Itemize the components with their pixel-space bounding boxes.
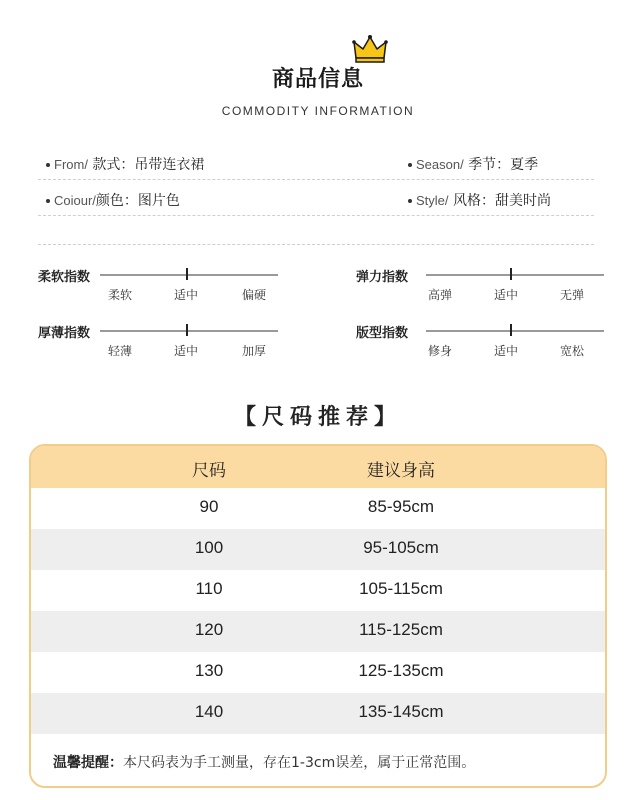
info-cn-label: 款式： — [92, 157, 135, 173]
size-heading: 【尺码推荐】 — [233, 405, 402, 430]
info-cn-label: 颜色： — [95, 193, 138, 209]
bullet-icon — [408, 199, 412, 203]
info-item-season — [408, 154, 538, 174]
size-cell: 100 — [194, 538, 224, 557]
size-table-header — [31, 446, 605, 488]
info-value: 夏季 — [510, 157, 539, 173]
info-value: 甜美时尚 — [494, 193, 551, 209]
index-label: 版型指数 — [356, 326, 409, 341]
size-cell: 140 — [194, 702, 224, 721]
info-en-label: Coiour/ — [54, 193, 96, 208]
size-cell: 90 — [199, 497, 219, 516]
height-cell: 95-105cm — [363, 538, 439, 557]
elasticity-index — [356, 266, 616, 310]
size-table — [29, 444, 607, 788]
index-marker — [510, 268, 512, 280]
info-row — [38, 150, 594, 180]
softness-index — [38, 266, 298, 310]
index-label: 柔软指数 — [38, 270, 91, 285]
size-note — [53, 752, 475, 772]
info-en-label: From/ — [54, 157, 88, 172]
index-tick-selected: 适中 — [174, 344, 199, 358]
height-cell: 135-145cm — [358, 702, 444, 721]
index-marker — [186, 324, 188, 336]
index-label: 弹力指数 — [356, 270, 409, 285]
crown-icon — [352, 34, 388, 64]
info-row — [38, 186, 594, 216]
index-tick: 轻薄 — [108, 344, 133, 358]
height-cell: 105-115cm — [359, 579, 443, 598]
index-tick-selected: 适中 — [174, 288, 199, 302]
fit-index — [356, 322, 616, 366]
table-row — [31, 652, 605, 693]
info-item-color — [46, 190, 180, 210]
index-track — [426, 330, 604, 332]
index-tick: 柔软 — [108, 288, 133, 302]
info-cn-label: 风格： — [452, 193, 495, 209]
index-marker — [510, 324, 512, 336]
note-label: 温馨提醒： — [53, 755, 123, 771]
thickness-index — [38, 322, 298, 366]
index-tick: 修身 — [428, 344, 453, 358]
bullet-icon — [46, 199, 50, 203]
index-tick-selected: 适中 — [494, 288, 519, 302]
height-cell: 85-95cm — [367, 497, 435, 516]
section-divider — [38, 244, 594, 245]
size-cell: 120 — [194, 620, 224, 639]
info-en-label: Style/ — [416, 193, 449, 208]
index-marker — [186, 268, 188, 280]
size-cell: 110 — [195, 579, 223, 598]
info-item-fashion — [408, 190, 551, 210]
bullet-icon — [408, 163, 412, 167]
index-track — [100, 330, 278, 332]
table-row — [31, 611, 605, 652]
table-row — [31, 570, 605, 611]
note-text: 本尺码表为手工测量，存在1-3cm误差，属于正常范围。 — [123, 755, 476, 771]
info-en-label: Season/ — [416, 157, 464, 172]
index-tick-selected: 适中 — [494, 344, 519, 358]
index-label: 厚薄指数 — [38, 326, 91, 341]
index-tick: 宽松 — [560, 344, 585, 358]
table-row — [31, 529, 605, 570]
index-tick: 偏硬 — [242, 288, 267, 302]
table-row — [31, 488, 605, 529]
column-header-height: 建议身高 — [367, 461, 435, 481]
page-subtitle: COMMODITY INFORMATION — [221, 104, 415, 118]
info-item-style — [46, 154, 204, 174]
height-cell: 115-125cm — [359, 620, 443, 639]
bullet-icon — [46, 163, 50, 167]
height-cell: 125-135cm — [358, 661, 444, 680]
page-title: 商品信息 — [271, 67, 364, 92]
info-cn-label: 季节： — [468, 157, 511, 173]
size-cell: 130 — [194, 661, 224, 680]
info-value: 吊带连衣裙 — [134, 157, 205, 173]
index-tick: 无弹 — [560, 288, 585, 302]
index-tick: 高弹 — [428, 288, 453, 302]
index-tick: 加厚 — [242, 344, 267, 358]
index-track — [100, 274, 278, 276]
table-row — [31, 693, 605, 734]
info-value: 图片色 — [137, 193, 180, 209]
column-header-size: 尺码 — [192, 461, 226, 481]
index-track — [426, 274, 604, 276]
